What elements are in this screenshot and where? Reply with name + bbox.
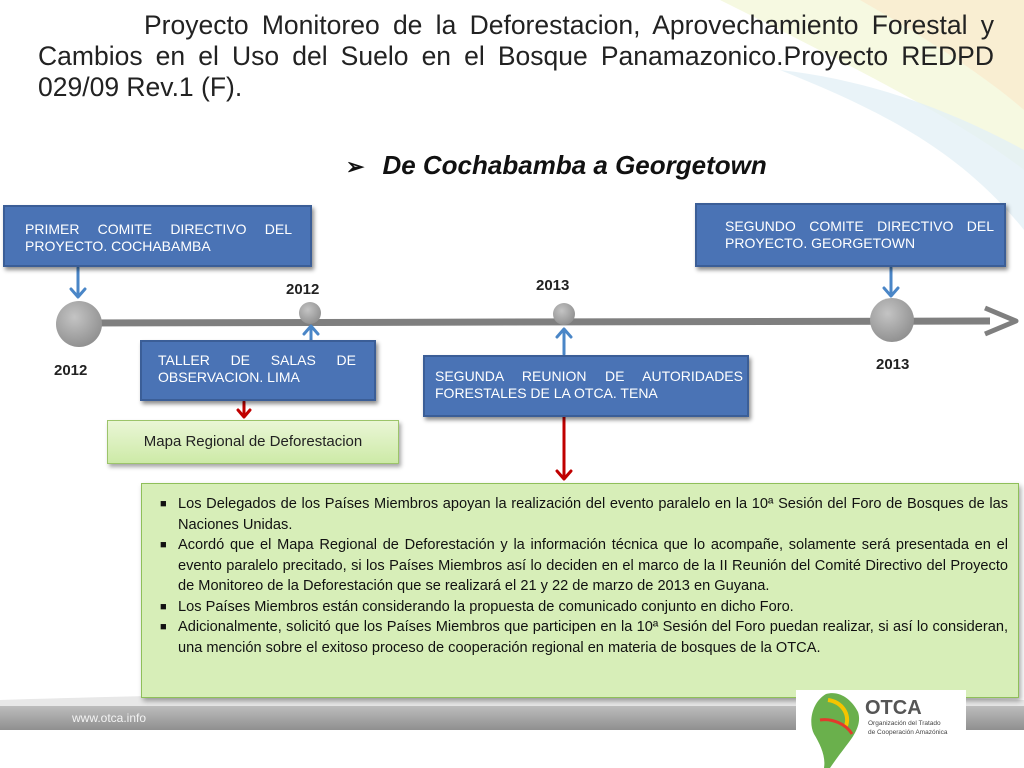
timeline-node-4 [870, 298, 914, 342]
year-label: 2012 [54, 362, 88, 379]
timeline-node-1 [56, 301, 102, 347]
year-label: 2013 [536, 277, 570, 294]
year-label: 2013 [876, 356, 910, 373]
list-item: ■ Acordó que el Mapa Regional de Deforestación y la información técnica que lo acompañe, solamente será presentada en el evento paralelo precitado, si los Países Miembros así lo deciden en el marco de la II Reunión del Comité Directivo del Proyecto de Monitoreo de la Deforestación que se realizará el 21 y 22 de marzo de 2013 en Guyana. [160, 535, 1008, 597]
event-label: PRIMER COMITE DIRECTIVO DEL PROYECTO. COCHABAMBA [25, 221, 292, 254]
otca-map-logo-icon [806, 690, 864, 768]
subtitle-text: De Cochabamba a Georgetown [382, 150, 767, 180]
title-line-2: y Cambios en el Uso del Suelo en el Bosque Panamazonico.Proyecto [38, 10, 994, 71]
event-label: SEGUNDO COMITE DIRECTIVO DEL PROYECTO. GEORGETOWN [725, 218, 994, 251]
year-label: 2012 [286, 281, 320, 298]
list-item: ■ Adicionalmente, solicitó que los Países Miembros que participen en la 10ª Sesión del Foro puedan realizar, si así lo consideran, una mención sobre el exitoso proceso de cooperación regional en materia de bosques de la OTCA. [160, 617, 1008, 658]
arrow-down-icon [884, 268, 898, 296]
event-label: TALLER DE SALAS DE OBSERVACION. LIMA [158, 352, 356, 385]
event-box-taller [140, 340, 376, 401]
list-item: ■ Los Delegados de los Países Miembros apoyan la realización del evento paralelo en la 10ª Sesión del Foro de Bosques de las Naciones Unidas. [160, 494, 1008, 535]
timeline-line [80, 321, 990, 323]
title-line-3: REDPD 029/09 Rev.1 (F). [38, 41, 994, 102]
event-box-segunda-reunion [423, 355, 749, 417]
red-arrow-down-icon [557, 417, 571, 479]
logo-name: OTCA [865, 697, 922, 719]
notes-list [160, 494, 1008, 658]
list-item: ■ Los Países Miembros están considerando la propuesta de comunicado conjunto en dicho Foro. [160, 597, 1008, 618]
red-arrow-down-icon [238, 402, 250, 417]
timeline-node-3 [553, 303, 575, 325]
event-label: SEGUNDA REUNION DE AUTORIDADES FORESTALES DE LA OTCA. TENA [435, 368, 743, 401]
logo-subtitle-1: Organización del Tratado [868, 720, 941, 727]
event-box-segundo-comite [695, 203, 1006, 267]
event-box-primer-comite [3, 205, 312, 267]
arrow-down-icon [71, 268, 85, 297]
logo-subtitle-2: de Cooperación Amazónica [868, 729, 948, 736]
mapa-regional-box: Mapa Regional de Deforestacion [107, 420, 399, 464]
arrow-bullet-icon: ➢ [346, 154, 365, 179]
footer-url: www.otca.info [72, 711, 147, 725]
timeline-node-2 [299, 302, 321, 324]
notes-box [141, 483, 1019, 698]
arrow-up-icon [557, 329, 571, 354]
title-line-1: Proyecto Monitoreo de la Deforestacion, Aprovechamiento Forestal [144, 10, 968, 40]
